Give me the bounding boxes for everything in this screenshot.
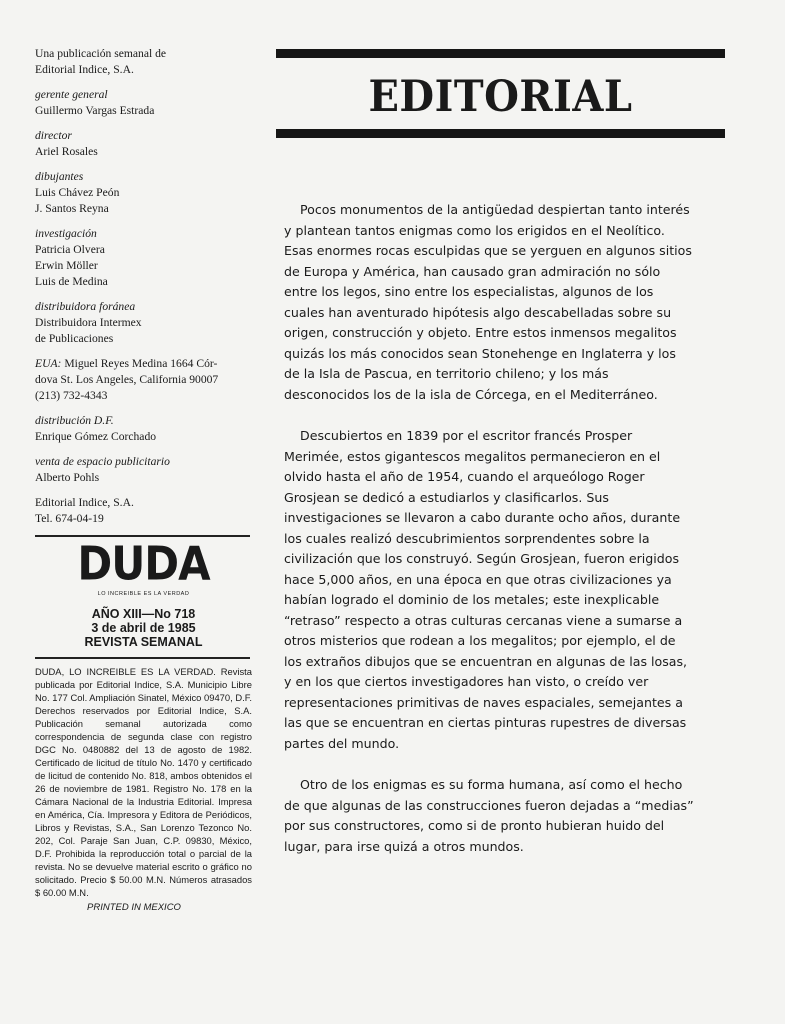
credit-illustrators — [35, 169, 252, 217]
intro-line: Una publicación semanal de — [35, 47, 167, 60]
credit-name: Enrique Gómez Corchado — [35, 430, 157, 443]
usa-address-text: Miguel Reyes Medina 1664 Cór- — [64, 357, 218, 370]
usa-phone: (213) 732-4343 — [35, 389, 108, 402]
divider — [35, 657, 250, 659]
usa-address-line: dova St. Los Angeles, California 90007 — [35, 373, 219, 386]
issue-number: AÑO XIII—No 718 — [91, 607, 196, 621]
editorial-paragraph: Pocos monumentos de la antigüedad despiertan tanto interés y plantean tantos enigmas como los erigidos en el Neolítico. Esas enormes rocas esculpidas que se yerguen en algunos sitios de Europa y América, han causado gran admiración no sólo entre los legos, sino entre los especialistas, algunos de los cuales han aventurado hipótesis algo descabelladas sobre su origen, construcción y objeto. Entre estos inmensos megalitos quizás los más conocidos sean Stonehenge en Inglaterra y los de la Isla de Pascua, en territorio chileno; y los más desconocidos los de la isla de Córcega, en el Mediterráneo. — [284, 202, 692, 402]
contact-company: Editorial Indice, S.A. — [35, 496, 134, 509]
header-rule-bottom — [276, 129, 725, 138]
credit-research — [35, 226, 252, 290]
credit-ad-sales — [35, 454, 252, 486]
intro-line: Editorial Indice, S.A. — [35, 63, 134, 76]
contact-block — [35, 495, 252, 527]
publisher-intro — [35, 46, 252, 78]
legal-text: DUDA, LO INCREIBLE ES LA VERDAD. Revista publicada por Editorial Indice, S.A. Municipio Libre No. 177 Col. Ampliación Sinatel, México 09470, D.F. Derechos reservados por Editorial Indice, S.A. Publicación semanal autorizada como correspondencia de segunda clase con registro DGC No. 0480882 del 13 de agosto de 1982. Certificado de licitud de título No. 1470 y certificado de licitud de contenido No. 818, ambos obtenidos el 26 de noviembre de 1981. Registro No. 178 en la Cámara Nacional de la Industria Editorial. Impresa en América, Cía. Impresora y Editora de Periódicos, Libros y Revistas, S.A., San Lorenzo Tezonco No. 202, Col. Paraje San Juan, C.P. 09830, México, D.F. Prohibida la reproducción total o parcial de la revista. No se devuelve material escrito o gráfico no solicitado. Precio $ 50.00 M.N. Números atrasados $ 60.00 M.N. — [35, 666, 252, 898]
legal-notice — [35, 665, 252, 899]
role-label: dibujantes — [35, 170, 84, 183]
credit-name: Guillermo Vargas Estrada — [35, 104, 155, 117]
printed-in: PRINTED IN MEXICO — [87, 902, 181, 913]
credit-foreign-distribution — [35, 299, 252, 347]
role-label: director — [35, 129, 72, 142]
editorial-header — [276, 49, 725, 138]
editorial-paragraph: Otro de los enigmas es su forma humana, así como el hecho de que algunas de las construcciones fueron dejadas a “medias” por sus constructores, como si de pronto hubieran huido del lugar, para irse quizá a otros mundos. — [284, 777, 694, 854]
credit-name: Alberto Pohls — [35, 471, 100, 484]
usa-address-line — [35, 356, 252, 372]
role-label: distribución D.F. — [35, 414, 114, 427]
credit-df-distribution — [35, 413, 252, 445]
credit-name: Patricia Olvera — [35, 243, 105, 256]
credit-name: de Publicaciones — [35, 332, 114, 345]
credit-name: Luis de Medina — [35, 275, 108, 288]
issue-frequency: REVISTA SEMANAL — [84, 635, 203, 649]
editorial-paragraph: Descubiertos en 1839 por el escritor francés Prosper Merimée, estos gigantescos megalitos permanecieron en el olvido hasta el año de 1954, cuando el arqueólogo Roger Grosjean se dedicó a estudiarlos y clasificarlos. Sus investigaciones se llevaron a cabo durante ocho años, durante los cuales realizó descubrimientos sorprendentes sobre la civilización que los construyó. Según Grosjean, fueron erigidos hace 5,000 años, en una época en que otras civilizaciones ya habían logrado el dominio de los metales; este inexplicable “retraso” respecto a otras culturas cercanas viene a sumarse a otros misterios que rodean a los megalitos; por ejemplo, el de los extraños dibujos que se encuentran en algunas de las losas, y en los que ciertos investigadores han visto, o creído ver representaciones primitivas de naves espaciales, semejantes a las que se encuentran en ciertas pinturas rupestres de diversas partes del mundo. — [284, 428, 688, 751]
credit-name: J. Santos Reyna — [35, 202, 109, 215]
page-title: EDITORIAL — [368, 71, 633, 122]
contact-phone: Tel. 674-04-19 — [35, 512, 104, 525]
credit-general-manager — [35, 87, 252, 119]
role-label: distribuidora foránea — [35, 300, 136, 313]
editorial-body — [284, 200, 694, 878]
duda-logo: DUDA — [77, 536, 210, 591]
role-label: gerente general — [35, 88, 108, 101]
logo-tagline: LO INCREIBLE ES LA VERDAD — [97, 591, 190, 597]
credit-usa — [35, 356, 252, 404]
usa-label: EUA: — [35, 357, 62, 370]
issue-date: 3 de abril de 1985 — [91, 621, 196, 635]
credit-name: Erwin Möller — [35, 259, 98, 272]
credit-name: Distribuidora Intermex — [35, 316, 142, 329]
credits-column — [35, 46, 252, 916]
role-label: venta de espacio publicitario — [35, 455, 170, 468]
credit-name: Luis Chávez Peón — [35, 186, 120, 199]
credit-director — [35, 128, 252, 160]
role-label: investigación — [35, 227, 97, 240]
credit-name: Ariel Rosales — [35, 145, 98, 158]
header-rule-top — [276, 49, 725, 58]
issue-info — [35, 607, 252, 649]
